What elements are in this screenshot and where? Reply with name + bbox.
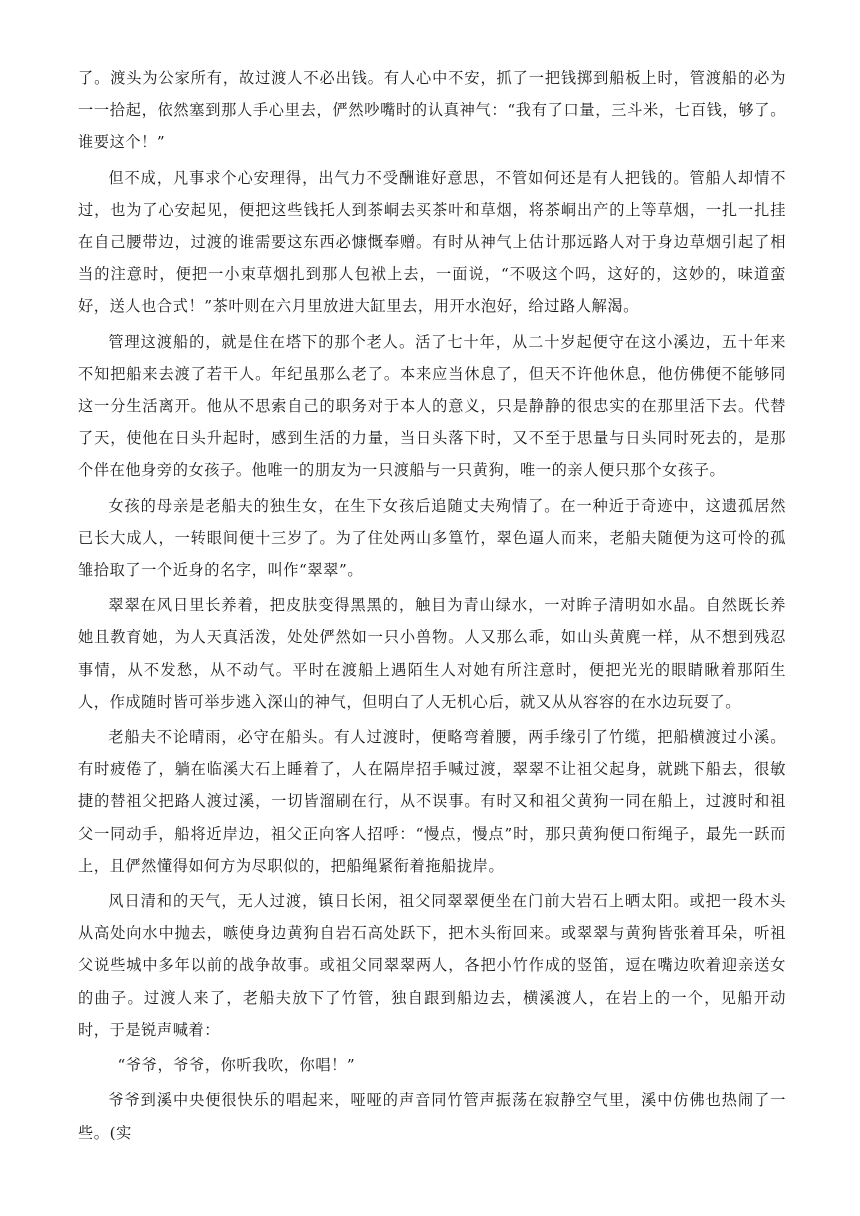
paragraph-grandpa-sings: 爷爷到溪中央便很快乐的唱起来，哑哑的声音同竹管声振荡在寂静空气里，溪中仿佛也热闹了一些。(实 xyxy=(78,1091,786,1142)
paragraph-cuicui-growth: 翠翠在风日里长养着，把皮肤变得黑黑的，触目为青山绿水，一对眸子清明如水晶。自然既长养她且教育她，为人天真活泼，处处俨然如一只小兽物。人又那么乖，如山头黄麂一样，从不想到残忍事情，从不发愁，从不动气。平时在渡船上遇陌生人对她有所注意时，便把光光的眼睛瞅着那陌生人，作成随时皆可举步逃入深山的神气，但明白了人无机心后，就又从从容容的在水边玩耍了。 xyxy=(78,596,786,711)
paragraph-tobacco-tea: 但不成，凡事求个心安理得，出气力不受酬谁好意思，不管如何还是有人把钱的。管船人却情不过，也为了心安起见，便把这些钱托人到茶峒去买茶叶和草烟，将茶峒出产的上等草烟，一扎一扎挂在自己腰带边，过渡的谁需要这东西必慷慨奉赠。有时从神气上估计那远路人对于身边草烟引起了相当的注意时，便把一小束草烟扎到那人包袱上去，一面说，“不吸这个吗，这好的，这妙的，味道蛮好，送人也合式！”茶叶则在六月里放进大缸里去，用开水泡好，给过路人解渴。 xyxy=(78,168,786,316)
paragraph-leisure-days: 风日清和的天气，无人过渡，镇日长闲，祖父同翠翠便坐在门前大岩石上晒太阳。或把一段木头从高处向水中抛去，嗾使身边黄狗自岩石高处跃下，把木头衔回来。或翠翠与黄狗皆张着耳朵，听祖父说些城中多年以前的战争故事。或祖父同翠翠两人，各把小竹作成的竖笛，逗在嘴边吹着迎亲送女的曲子。过渡人来了，老船夫放下了竹管，独自跟到船边去，横溪渡人，在岩上的一个，见船开动时，于是锐声喊着： xyxy=(78,892,786,1039)
paragraph-ferrying-daily: 老船夫不论晴雨，必守在船头。有人过渡时，便略弯着腰，两手缘引了竹缆，把船横渡过小溪。有时疲倦了，躺在临溪大石上睡着了，人在隔岸招手喊过渡，翠翠不让祖父起身，就跳下船去，很敏捷的替祖父把路人渡过溪，一切皆溜刷在行，从不误事。有时又和祖父黄狗一同在船上，过渡时和祖父一同动手，船将近岸边，祖父正向客人招呼：“慢点，慢点”时，那只黄狗便口衔绳子，最先一跃而上，且俨然懂得如何方为尽职似的，把船绳紧衔着拖船拢岸。 xyxy=(78,728,786,875)
paragraph-quote-call: “爷爷，爷爷，你听我吹，你唱！” xyxy=(117,1056,356,1075)
paragraph-old-ferryman: 管理这渡船的，就是住在塔下的那个老人。活了七十年，从二十岁起便守在这小溪边，五十年来不知把船来去渡了若干人。年纪虽那么老了。本来应当休息了，但天不许他休息，他仿佛便不能够同这一分生活离开。他从不思索自己的职务对于本人的意义，只是静静的很忠实的在那里活下去。代替了天，使他在日头升起时，感到生活的力量，当日头落下时，又不至于思量与日头同时死去的，是那个伴在他身旁的女孩子。他唯一的朋友为一只渡船与一只黄狗，唯一的亲人便只那个女孩子。 xyxy=(78,332,786,480)
text-body xyxy=(78,62,786,1152)
paragraph-cuicui-name: 女孩的母亲是老船夫的独生女，在生下女孩后追随丈夫殉情了。在一种近于奇迹中，这遗孤居然已长大成人，一转眼间便十三岁了。为了住处两山多篁竹，翠色逼人而来，老船夫随便为这可怜的孤雏拾取了一个近身的名字，叫作“翠翠”。 xyxy=(78,496,786,580)
paragraph-ferry-free: 了。渡头为公家所有，故过渡人不必出钱。有人心中不安，抓了一把钱掷到船板上时，管渡船的必为一一拾起，依然塞到那人手心里去，俨然吵嘴时的认真神气：“我有了口量，三斗米，七百钱，够了。谁要这个！” xyxy=(78,69,786,152)
